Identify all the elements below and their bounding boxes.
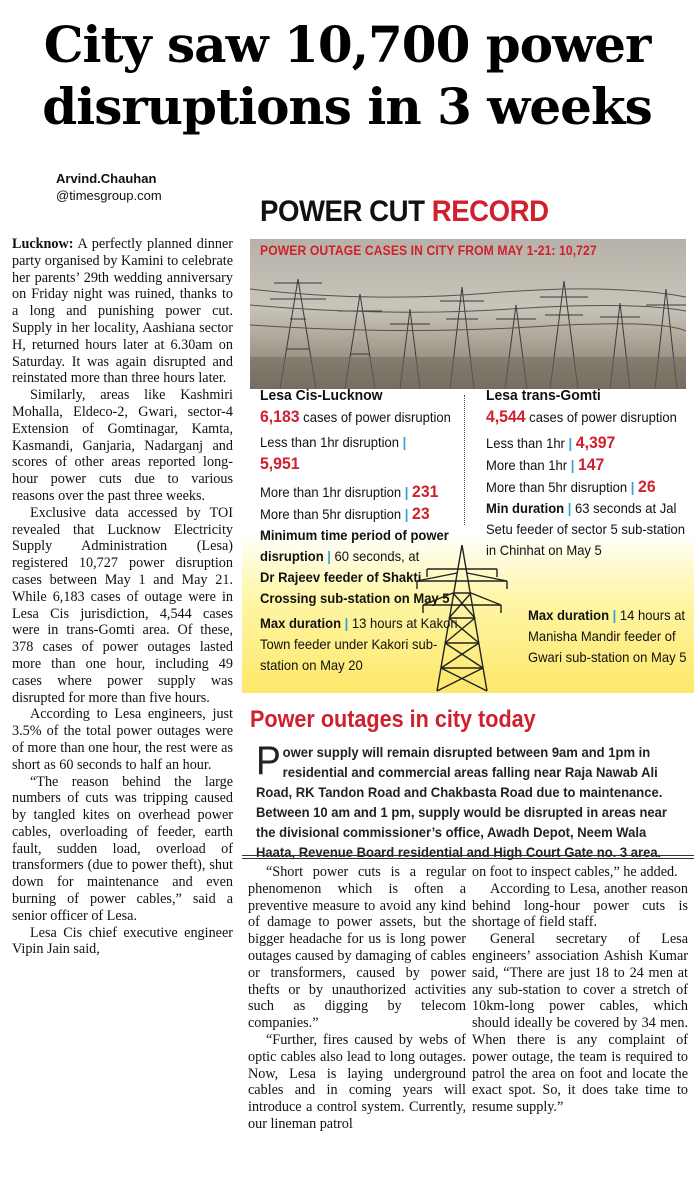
cases-text: cases of power disruption [303,409,451,425]
lesa-cis-max: Max duration | 13 hours at Kakori Town feeder under Kakori sub-station on May 20 [260,615,458,673]
outages-today-body: ower supply will remain disrupted between 9am and 1pm in residential and commercial areas falling near Raja Nawab Ali Road, RK Tandon Road and Chakbasta Road due to maintenance. Between 10 am and 1 pm, supply would be disrupted in areas near the divisional commissioner’s office, Awadh Depot, Neem Wala Haata, Revenue Board residential and High Court Gate no. 3 area. [256,744,667,860]
article-paragraph: According to Lesa engineers, just 3.5% of the total power outages were of more than one hour, the rest were as short as 60 seconds to half an hour. [12,706,233,773]
cases-text: cases of power disruption [529,409,677,425]
byline-author: Arvind.Chauhan [56,171,157,186]
headline-line-2: disruptions in 3 weeks [42,77,652,136]
article-paragraph [12,236,233,387]
power-station-photo [250,239,686,389]
pylons-illustration [250,239,686,389]
lesa-cis-min: Minimum time period of power disruption | 60 seconds, at Dr Rajeev feeder of Shakti Crossing sub-station on May 5 [260,527,450,606]
cases-number: 6,183 [260,407,300,426]
cases-number: 4,544 [486,407,526,426]
lesa-cis-heading: Lesa Cis-Lucknow [260,387,383,404]
article-paragraph: Exclusive data accessed by TOI revealed that Lucknow Electricity Supply Administration (Lesa) registered 10,727 power disruption cases between May 1 and May 21. While 6,183 cases of outage were in Lesa Cis jurisdiction, 4,544 cases were in trans-Gomti area. Of these, 378 cases of power outages lasted more than one hour, including 49 cases where power supply was disrupted for more than five hours. [12,504,233,706]
article-column-1 [12,236,233,958]
lesa-cis-gt5: More than 5hr disruption | 23 [260,504,430,523]
article-column-2 [248,864,466,1133]
stat-label: Less than 1hr [486,435,565,451]
lesa-cis-gt1: More than 1hr disruption | 231 [260,482,439,501]
trans-gomti-gt1: More than 1hr | 147 [486,455,605,474]
max-text: 13 hours at Kakori Town feeder under Kakori sub-station on May 20 [260,615,458,673]
article-paragraph: General secretary of Lesa engineers’ association Ashish Kumar said, “There are just 18 to 24 men at any sub-station to cover a stretch of 10km-long power cables, which should ideally be covered by 34 men. When there is any complaint of power outage, the team is required to patrol the area on foot and locate the exact spot. So, it does take time to resume supply.” [472,931,688,1116]
lesa-cis-lt1: Less than 1hr disruption | 5,951 [260,434,407,473]
title-red-part: RECORD [431,195,549,228]
trans-gomti-heading: Lesa trans-Gomti [486,387,601,404]
trans-gomti-min: Min duration | 63 seconds at Jal Setu feeder of sector 5 sub-station in Chinhat on May 5 [486,500,686,558]
lesa-trans-gomti-panel [486,385,692,561]
max-text: 14 hours at Manisha Mandir feeder of Gwari sub-station on May 5 [528,607,687,665]
max-label: Max duration [528,607,610,623]
trans-gomti-cases [486,406,692,428]
stat-value: 5,951 [260,454,300,473]
min-place: Dr Rajeev feeder of Shakti Crossing sub-station on May 5 [260,569,450,606]
lesa-cis-cases [260,406,474,428]
article-paragraph: Lesa Cis chief executive engineer Vipin Jain said, [12,924,233,958]
trans-gomti-gt5: More than 5hr disruption | 26 [486,477,656,496]
paragraph-text: A perfectly planned dinner party organised by Kamini to celebrate her parents’ 29th wedding anniversary on Friday night was ruined, thanks to a long and punishing power cut. Supply in her locality, Aashiana sector H, returned hours later at 6.30am on Saturday. It was again disrupted and reinstated more than three hours later. [12,236,233,387]
transmission-tower-icon [397,543,527,698]
min-text: 63 seconds at Jal Setu feeder of sector 5 sub-station in Chinhat on May 5 [486,500,686,558]
stat-value: 26 [638,477,656,496]
stat-label: More than 5hr disruption [486,479,628,495]
stat-label: More than 1hr disruption [260,484,402,500]
stat-label: More than 5hr disruption [260,506,402,522]
max-label: Max duration [260,615,342,631]
headline-line-1: City saw 10,700 power [43,15,651,74]
outages-today-text [256,739,688,862]
stat-value: 4,397 [575,433,616,452]
article-paragraph: on foot to inspect cables,” he added. [472,864,678,880]
byline-handle: @timesgroup.com [56,188,162,203]
divider-rule [242,858,694,859]
trans-gomti-max: Max duration | 14 hours at Manisha Mandir feeder of Gwari sub-station on May 5 [528,607,687,665]
trans-gomti-lt1: Less than 1hr | 4,397 [486,433,616,452]
stat-value: 23 [412,504,430,523]
divider-rule [242,855,694,856]
dateline: Lucknow: [12,236,74,252]
min-label: Min duration [486,500,565,516]
drop-cap: P [256,739,281,783]
article-paragraph: “The reason behind the large numbers of cuts was tripping caused by tangled kites on overhead power cables, overloading of feeder, earth fault, sudden load, overload of transformers (due to power theft), shut down for maintenance and even burning of power cables,” said a senior officer of Lesa. [12,773,233,924]
stat-label: More than 1hr [486,457,568,473]
min-text: 60 seconds, at [334,548,420,564]
title-black-part: POWER CUT [260,195,425,228]
infographic-title [260,195,549,229]
article-paragraph: According to Lesa, another reason behind long-hour power cuts is shortage of field staff. [472,880,688,931]
article-paragraph: “Short power cuts is a regular phenomenon which is often a preventive measure to avoid any kind of damage to power assets, but the bigger headache for us is long power outages caused by damaging of cables or transformers, caused by power thefts or by unauthorized activities such as digging by telecom companies.” [248,864,466,1032]
stat-value: 231 [412,482,439,501]
headline [0,14,694,138]
article-column-3 [472,864,688,1116]
power-cut-record-infographic [242,183,694,693]
article-paragraph: Similarly, areas like Kashmiri Mohalla, Eldeco-2, Gwari, sector-4 Extension of Gomtinagar, Kamta, Kasmandi, Ganjaria, Nadarganj and scores of other areas reported long-hour power cuts due to various reasons over the past three weeks. [12,387,233,504]
stat-label: Less than 1hr disruption [260,434,399,450]
min-label: Minimum time period of power disruption [260,527,449,564]
byline [56,170,162,204]
outages-today-title: Power outages in city today [250,706,536,733]
article-paragraph: “Further, fires caused by webs of optic cables also lead to long outages. Now, Lesa is laying underground cables and in coming years will introduce a control system. Currently, our lineman patrol [248,1031,466,1132]
stat-value: 147 [577,455,605,474]
outage-banner: POWER OUTAGE CASES IN CITY FROM MAY 1-21: 10,727 [260,243,597,258]
